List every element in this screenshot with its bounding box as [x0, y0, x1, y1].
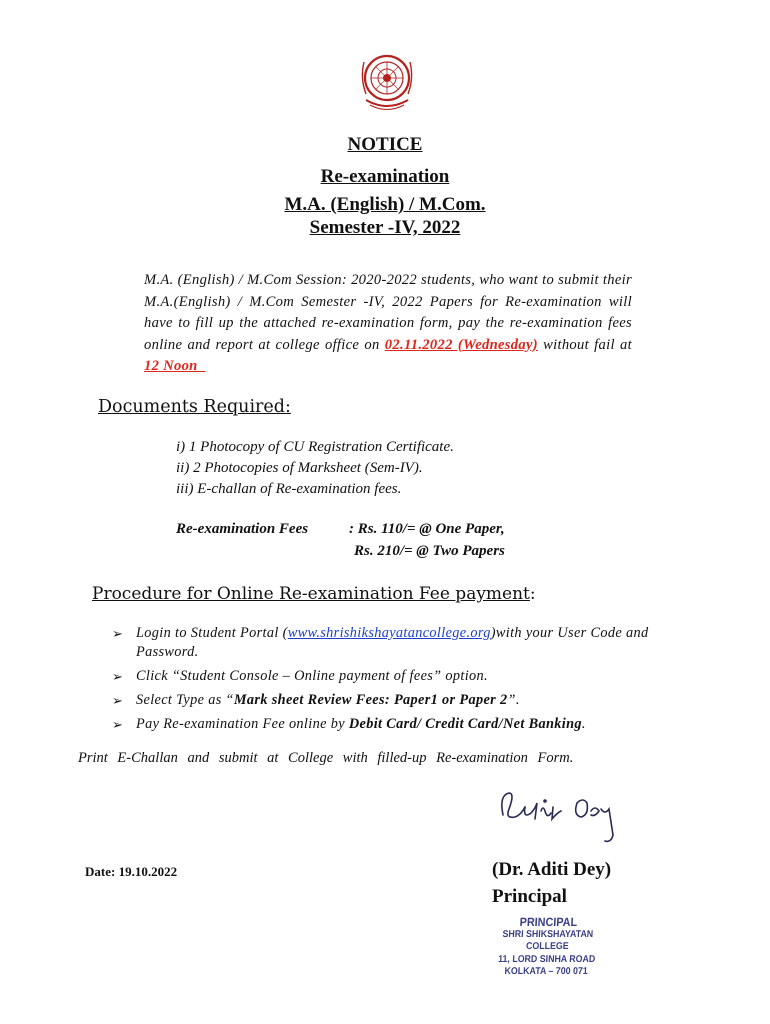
signatory-name: (Dr. Aditi Dey): [492, 859, 612, 880]
signatory-designation: Principal: [492, 886, 567, 907]
fee-one-paper: : Rs. 110/= @ One Paper,: [349, 521, 505, 537]
paragraph-text: M.A. (English) / M.Com Session: 2020-2022 students, who want to submit their M.A.(English) / M.Com Semester -IV, 2022 Papers for Re-examination will have to fill up the attached re-examination form, pay the re-examination fees online and report at college office on: [144, 272, 632, 353]
list-item: ➢ Pay Re-examination Fee online by Debit Card/ Credit Card/Net Banking.: [112, 716, 586, 732]
documents-title: Documents Required:: [98, 397, 291, 417]
print-instruction: Print E-Challan and submit at College with filled-up Re-examination Form.: [78, 750, 574, 766]
list-item: i) 1 Photocopy of CU Registration Certificate.: [176, 439, 454, 455]
list-item: iii) E-challan of Re-examination fees.: [176, 481, 402, 497]
arrow-bullet-icon: ➢: [112, 626, 124, 641]
signature-icon: [495, 775, 635, 850]
stamp-line: 11, LORD SINHA ROAD: [497, 953, 596, 965]
stamp-line: KOLKATA – 700 071: [504, 966, 588, 977]
list-item: ➢ Click “Student Console – Online payment of fees” option.: [112, 668, 488, 684]
fees-label: Re-examination Fees: [176, 521, 309, 537]
list-item: ➢ Select Type as “Mark sheet Review Fees: Paper1 or Paper 2”.: [112, 692, 520, 708]
arrow-bullet-icon: ➢: [112, 717, 124, 732]
arrow-bullet-icon: ➢: [112, 693, 124, 708]
list-item: ii) 2 Photocopies of Marksheet (Sem-IV).: [176, 460, 423, 476]
deadline-date: 02.11.2022 (Wednesday): [384, 336, 538, 353]
fee-two-papers: Rs. 210/= @ Two Papers: [354, 543, 505, 559]
deadline-time: 12 Noon: [144, 358, 198, 374]
college-emblem-icon: [358, 50, 416, 114]
list-item: ➢ Login to Student Portal (www.shrishikshayatancollege.org)with your User Code and Password.: [112, 625, 649, 660]
procedure-title: Procedure for Online Re-examination Fee payment:: [92, 584, 536, 604]
course-title: M.A. (English) / M.Com.: [284, 194, 486, 215]
without-fail-text: without fail at: [543, 336, 632, 353]
notice-subtitle: Re-examination: [320, 166, 450, 187]
procedure-list: [112, 624, 672, 739]
semester-title: Semester -IV, 2022: [309, 217, 461, 238]
student-portal-link[interactable]: www.shrishikshayatancollege.org: [287, 625, 491, 641]
notice-title: NOTICE: [347, 134, 423, 155]
arrow-bullet-icon: ➢: [112, 669, 124, 684]
stamp-line: SHRI SHIKSHAYATAN COLLEGE: [502, 928, 594, 952]
stamp-title: PRINCIPAL: [519, 915, 578, 929]
principal-stamp: [482, 916, 627, 986]
notice-paragraph: [144, 270, 632, 378]
notice-date: Date: 19.10.2022: [85, 864, 178, 879]
signatory-block: [492, 856, 611, 910]
documents-list: [176, 437, 454, 500]
